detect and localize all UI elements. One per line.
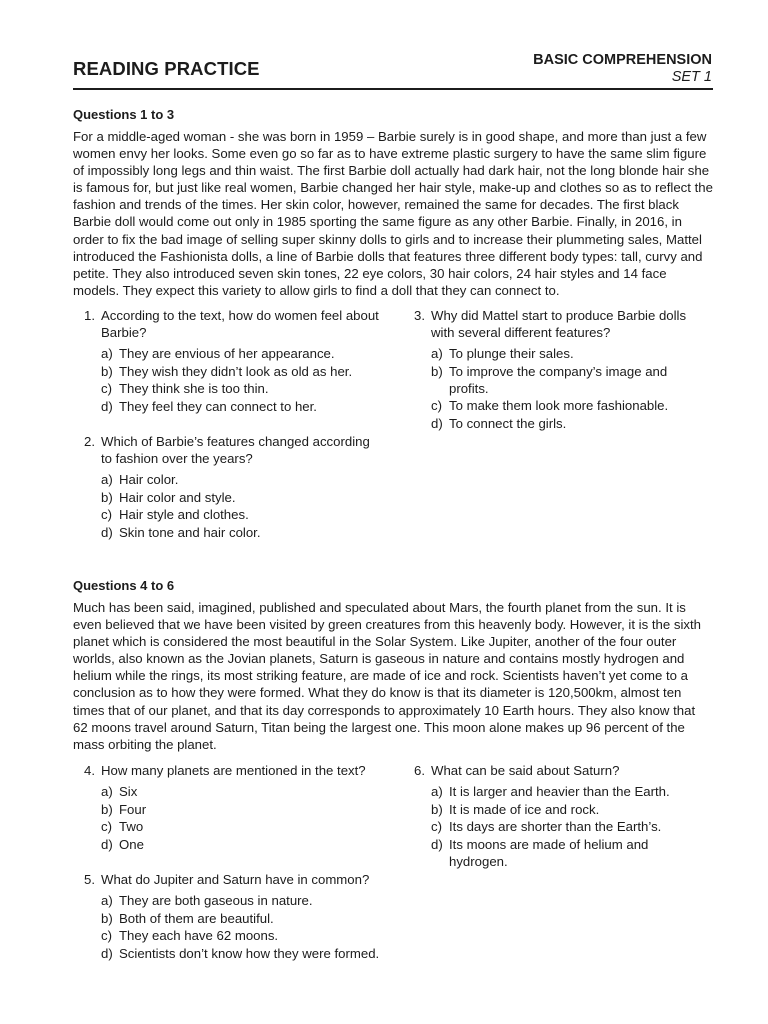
question-number: 4. (84, 763, 95, 778)
question (73, 433, 383, 541)
worksheet-set: SET 1 (671, 69, 712, 85)
reading-passage: Much has been said, imagined, published and speculated about Mars, the fourth planet from the sun. It is even believed that we have been visited by green creatures from this heavenly body. However, it is the sixth planet which is considered the most beautiful in the Solar System. Like Jupiter, another of the four outer worlds, also known as the Jovian planets, Saturn is gaseous in nature and contains mostly hydrogen and helium while the rings, its most striking feature, are made of ice and rock. Scientists haven’t yet come to a conclusion as to how they were formed. What they do know is that its diameter is 120,500km, almost ten times that of our planet, and that its day corresponds to approximately 10 Earth hours. They also know that 62 moons travel around Saturn, Titan being the largest one. This moon alone makes up 96 percent of the mass orbiting the planet. (73, 600, 701, 752)
option-text: To connect the girls. (449, 416, 567, 432)
answer-option (431, 818, 703, 835)
question-number: 1. (84, 308, 95, 323)
answer-option (101, 524, 383, 541)
option-text: Hair color and style. (119, 489, 236, 505)
question-column-left (73, 762, 383, 980)
answer-option (101, 345, 383, 362)
option-letter: c) (431, 819, 442, 835)
answer-option (101, 910, 383, 927)
answer-options (403, 783, 703, 870)
question-number: 5. (84, 872, 95, 888)
header-divider (73, 88, 713, 90)
answer-option (101, 801, 383, 818)
answer-option (431, 415, 703, 432)
question-column-right (403, 762, 703, 888)
question-text: How many planets are mentioned in the text? (101, 763, 366, 778)
answer-option (101, 927, 383, 944)
option-letter: c) (101, 819, 112, 835)
question-text: According to the text, how do women feel about Barbie? (101, 308, 379, 340)
answer-option (101, 471, 383, 488)
option-letter: a) (101, 346, 113, 361)
question-stem (403, 762, 703, 779)
option-letter: b) (101, 489, 113, 505)
option-letter: c) (101, 381, 112, 397)
option-text: Six (119, 784, 138, 799)
section-heading: Questions 1 to 3 (73, 107, 175, 122)
option-text: Its moons are made of helium and hydrogen. (449, 837, 649, 870)
question-column-right (403, 307, 703, 450)
option-letter: a) (431, 784, 443, 799)
header-meta (533, 52, 712, 86)
answer-options (73, 345, 383, 415)
section-questions-1-to-3 (73, 106, 713, 299)
option-letter: b) (101, 910, 113, 926)
question-text: What can be said about Saturn? (431, 763, 620, 778)
question-text: Why did Mattel start to produce Barbie dolls with several different features? (431, 308, 687, 340)
option-text: They each have 62 moons. (119, 928, 279, 944)
option-letter: d) (431, 837, 443, 853)
option-text: They think she is too thin. (119, 381, 269, 397)
option-letter: c) (431, 398, 442, 414)
option-text: One (119, 837, 144, 853)
option-text: To improve the company’s image and profits. (449, 363, 668, 396)
option-letter: b) (101, 363, 113, 379)
section-questions-4-to-6 (73, 577, 713, 753)
question-number: 3. (414, 308, 425, 323)
answer-option (101, 380, 383, 397)
answer-option (101, 892, 383, 909)
answer-option (431, 363, 703, 397)
option-letter: b) (431, 363, 443, 379)
option-text: To make them look more fashionable. (449, 398, 669, 414)
answer-options (73, 892, 383, 962)
option-letter: d) (101, 837, 113, 853)
option-text: To plunge their sales. (449, 346, 574, 361)
answer-options (73, 471, 383, 541)
option-text: They feel they can connect to her. (119, 399, 317, 415)
option-letter: b) (431, 801, 443, 817)
question-text: What do Jupiter and Saturn have in common? (101, 872, 370, 888)
option-text: Hair color. (119, 472, 179, 488)
question (73, 762, 383, 853)
page-title: READING PRACTICE (73, 58, 260, 79)
option-text: Scientists don’t know how they were formed. (119, 946, 380, 962)
question-stem (73, 433, 383, 467)
question-stem (73, 871, 383, 888)
answer-option (431, 397, 703, 414)
option-letter: a) (431, 346, 443, 361)
answer-option (101, 818, 383, 835)
option-letter: d) (101, 946, 113, 962)
question-stem (403, 307, 703, 341)
option-letter: d) (101, 525, 113, 541)
section-heading: Questions 4 to 6 (73, 578, 175, 593)
question-stem (73, 307, 383, 341)
option-text: Its days are shorter than the Earth’s. (449, 819, 662, 835)
question (403, 762, 703, 870)
answer-options (73, 783, 383, 853)
question (73, 871, 383, 962)
answer-option (101, 363, 383, 380)
answer-option (431, 836, 703, 870)
answer-options (403, 345, 703, 432)
option-text: It is larger and heavier than the Earth. (449, 784, 670, 799)
option-text: Four (119, 801, 147, 817)
answer-option (101, 489, 383, 506)
question-column-left (73, 307, 383, 559)
option-text: Both of them are beautiful. (119, 910, 274, 926)
option-letter: a) (101, 784, 113, 799)
answer-option (431, 783, 703, 800)
option-text: Two (119, 819, 144, 835)
answer-option (101, 506, 383, 523)
question-stem (73, 762, 383, 779)
option-letter: a) (101, 472, 113, 488)
question-number: 2. (84, 434, 95, 450)
option-letter: c) (101, 507, 112, 523)
question (73, 307, 383, 415)
reading-passage: For a middle-aged woman - she was born in 1959 – Barbie surely is in good shape, and more than just a few women envy her looks. Some even go so far as to have extreme plastic surgery to have the same slim figure of impossibly long legs and thin waist. The first Barbie doll actually had dark hair, not the long blonde hair she is famous for, but just like real women, Barbie changed her hair style, make-up and clothes so as to reflect the fashion and trends of the times. Her skin color, however, remained the same for decades. The first black Barbie doll would come out only in 1985 sporting the same figure as any other Barbie. Finally, in 2016, in order to fix the bad image of selling super skinny dolls to girls and to increase their plummeting sales, Mattel introduced the Fashionista dolls, a line of Barbie dolls that features three different body types: tall, curvy and petite. They also introduced seven skin tones, 22 eye colors, 30 hair colors, 24 hair styles and 14 face models. They expect this variety to allow girls to find a doll that they can connect to. (73, 129, 713, 298)
option-text: They are both gaseous in nature. (119, 893, 313, 909)
answer-option (101, 398, 383, 415)
option-letter: d) (101, 399, 113, 415)
option-text: They are envious of her appearance. (119, 346, 335, 361)
answer-option (431, 801, 703, 818)
option-text: It is made of ice and rock. (449, 801, 600, 817)
answer-option (101, 783, 383, 800)
option-text: They wish they didn’t look as old as her. (119, 363, 353, 379)
option-letter: b) (101, 801, 113, 817)
option-letter: a) (101, 893, 113, 909)
option-letter: c) (101, 928, 112, 944)
question-number: 6. (414, 763, 425, 778)
question-text: Which of Barbie’s features changed according to fashion over the years? (101, 434, 370, 467)
answer-option (101, 945, 383, 962)
question (403, 307, 703, 432)
worksheet-category: BASIC COMPREHENSION (533, 52, 712, 68)
option-text: Skin tone and hair color. (119, 525, 261, 541)
option-text: Hair style and clothes. (119, 507, 249, 523)
answer-option (431, 345, 703, 362)
option-letter: d) (431, 416, 443, 432)
answer-option (101, 836, 383, 853)
